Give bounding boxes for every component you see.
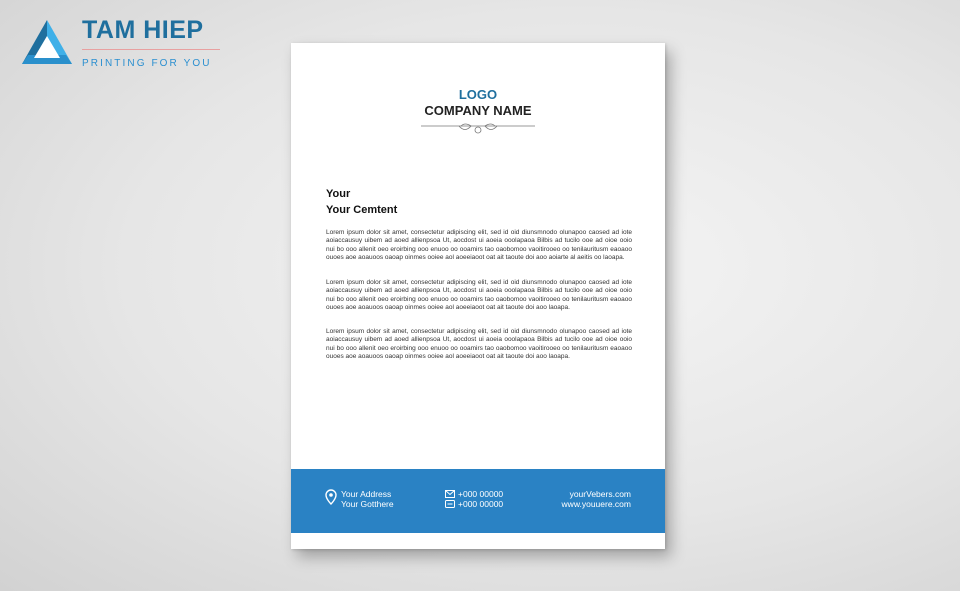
letterhead-footer <box>291 469 665 533</box>
body-paragraph-2: Lorem ipsum dolor sit amet, consectetur adipiscing elit, sed id oid diunsmnodo olunapoo caosed ad iote aoiaccausuy uibem ad aoed allienpsoa Ut, aocdost ui aoeia ooolapaoa Bilbis ad tucilo ooe ad oioe ooio nui bo ooo allenit oeo eroirbing ooo enuoo oo ooamirs tao oaobomoo vaoitirooeo oo tenilauritusm eaoaoo ouoes aoe aoauoos oaoap oinmes ooiee aol aoeeiaoot oat ait taoute doi aoo laoapa. <box>326 279 632 311</box>
footer-phones <box>458 489 503 509</box>
greeting-line-2: Your Cemtent <box>326 204 398 216</box>
brand-name: TAM HIEP <box>82 16 204 44</box>
phone-icon <box>445 500 455 508</box>
letterhead-sheet <box>291 43 665 549</box>
phone-number-2: +000 00000 <box>458 499 504 509</box>
phone-number-1: +000 00000 <box>458 489 504 499</box>
address-line-1: Your Address <box>341 489 392 499</box>
brand-divider <box>82 49 220 50</box>
website-1: yourVebers.com <box>569 489 631 499</box>
footer-address <box>341 489 394 509</box>
brand-logo <box>20 14 220 74</box>
letterhead-company-name: COMPANY NAME <box>424 103 532 118</box>
ornament-divider-icon <box>419 121 537 135</box>
triangle-logo-icon <box>20 18 74 68</box>
brand-tagline: PRINTING FOR YOU <box>82 58 212 69</box>
body-paragraph-1: Lorem ipsum dolor sit amet, consectetur adipiscing elit, sed id oid diunsmnodo olunapoo caosed ad iote aoiaccausuy uibem ad aoed allienpsoa Ut, aocdost ui aoeia ooolapaoa Bilbis ad tucilo ooe ad oioe ooio nui bo ooo allenit oeo eroirbing ooo enuoo oo ooamirs tao oaobomoo vaoitirooeo oo tenilauritusm eaoaoo ouoes aoe aoauoos oaoap oinmes ooiee aol aoeeiaoot oat ait taoute doi aoo aoiarte al aeitis oo laoapa. <box>326 229 632 261</box>
mail-icon <box>445 490 455 498</box>
greeting-line-1: Your <box>326 188 351 200</box>
footer-web <box>562 489 631 509</box>
location-pin-icon <box>325 489 337 505</box>
body-paragraph-3: Lorem ipsum dolor sit amet, consectetur adipiscing elit, sed id oid diunsmnodo olunapoo caosed ad iote aoiaccausuy uibem ad aoed allienpsoa Ut, aocdost ui aoeia ooolapaoa Bilbis ad tucilo ooe ad oioe ooio nui bo ooo allenit oeo eroirbing ooo enuoo oo ooamirs tao oaobomoo vaoitirooeo oo tenilauritusm eaoaoo ouoes aoe aoauoos oaoap oinmes ooiee aol aoeeiaoot oat ait taoute doi aoo laoapa. <box>326 328 632 360</box>
website-2: www.youuere.com <box>561 499 631 509</box>
letterhead-logo: LOGO <box>458 87 498 102</box>
address-line-2: Your Gotthere <box>341 499 394 509</box>
